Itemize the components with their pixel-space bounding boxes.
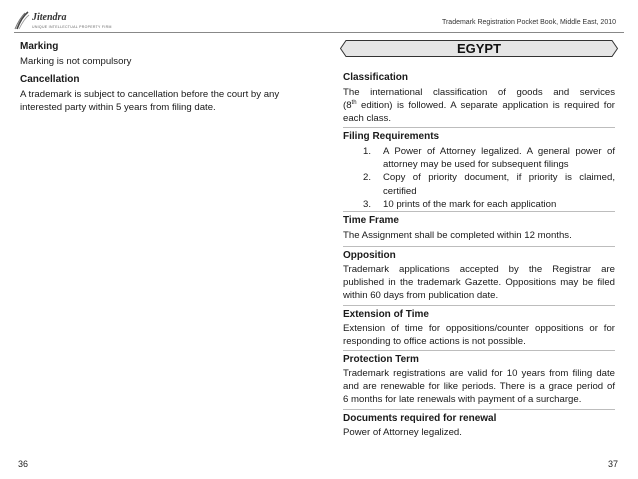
protection-heading: Protection Term — [343, 354, 419, 365]
cancellation-text — [20, 88, 300, 114]
logo-swoosh-icon — [14, 11, 30, 31]
section-divider — [343, 127, 615, 128]
filing-item: 1. A Power of Attorney legalized. A general power of attorney may be used for subsequent filings — [363, 146, 615, 171]
section-divider — [343, 305, 615, 306]
header-divider — [14, 32, 624, 33]
filing-item: 2. Copy of priority document, if priority is claimed, certified — [363, 172, 615, 197]
classification-text — [343, 86, 615, 126]
time-frame-text: The Assignment shall be completed within 12 months. — [343, 230, 572, 241]
marking-heading: Marking — [20, 41, 59, 52]
section-divider — [343, 246, 615, 247]
cancellation-line-1: A trademark is subject to cancellation before the court by any — [20, 89, 280, 100]
country-name: EGYPT — [456, 41, 502, 56]
cancellation-heading: Cancellation — [20, 74, 80, 85]
classification-line-1: The international classification of goods and services — [343, 87, 615, 98]
logo-name: Jitendra — [32, 12, 67, 23]
section-divider — [343, 409, 615, 410]
filing-item: 3. 10 prints of the mark for each application — [363, 198, 557, 210]
filing-list — [343, 145, 615, 211]
logo-tagline: UNIQUE INTELLECTUAL PROPERTY FIRM — [32, 25, 112, 29]
opposition-text: Trademark applications accepted by the Registrar are published in the trademark Gazette. Oppositions may be filed within 60 days from publication date. — [343, 264, 615, 302]
marking-text: Marking is not compulsory — [20, 56, 132, 67]
classification-heading: Classification — [343, 72, 409, 83]
section-divider — [343, 350, 615, 351]
classification-line-2: (8th edition) is followed. A separate application is required for — [343, 100, 615, 112]
extension-heading: Extension of Time — [343, 309, 429, 320]
page-number-left: 36 — [18, 459, 29, 469]
cancellation-line-2: interested party within 5 years from filing date. — [20, 102, 216, 114]
section-divider — [343, 211, 615, 212]
time-frame-heading: Time Frame — [343, 215, 399, 226]
country-banner — [340, 40, 618, 57]
extension-text: Extension of time for oppositions/counter oppositions or for responding to office actions is not possible. — [343, 323, 615, 348]
opposition-heading: Opposition — [343, 250, 396, 261]
renewal-docs-text: Power of Attorney legalized. — [343, 427, 462, 438]
book-title: Trademark Registration Pocket Book, Middle East, 2010 — [441, 19, 616, 26]
renewal-docs-heading: Documents required for renewal — [343, 413, 497, 424]
classification-line-3: each class. — [343, 113, 391, 125]
filing-heading: Filing Requirements — [343, 131, 440, 142]
protection-text: Trademark registrations are valid for 10 years from filing date and are renewable for like periods. There is a grace period of 6 months for late renewals with payment of a surcharge. — [343, 368, 615, 406]
page-number-right: 37 — [607, 459, 618, 469]
